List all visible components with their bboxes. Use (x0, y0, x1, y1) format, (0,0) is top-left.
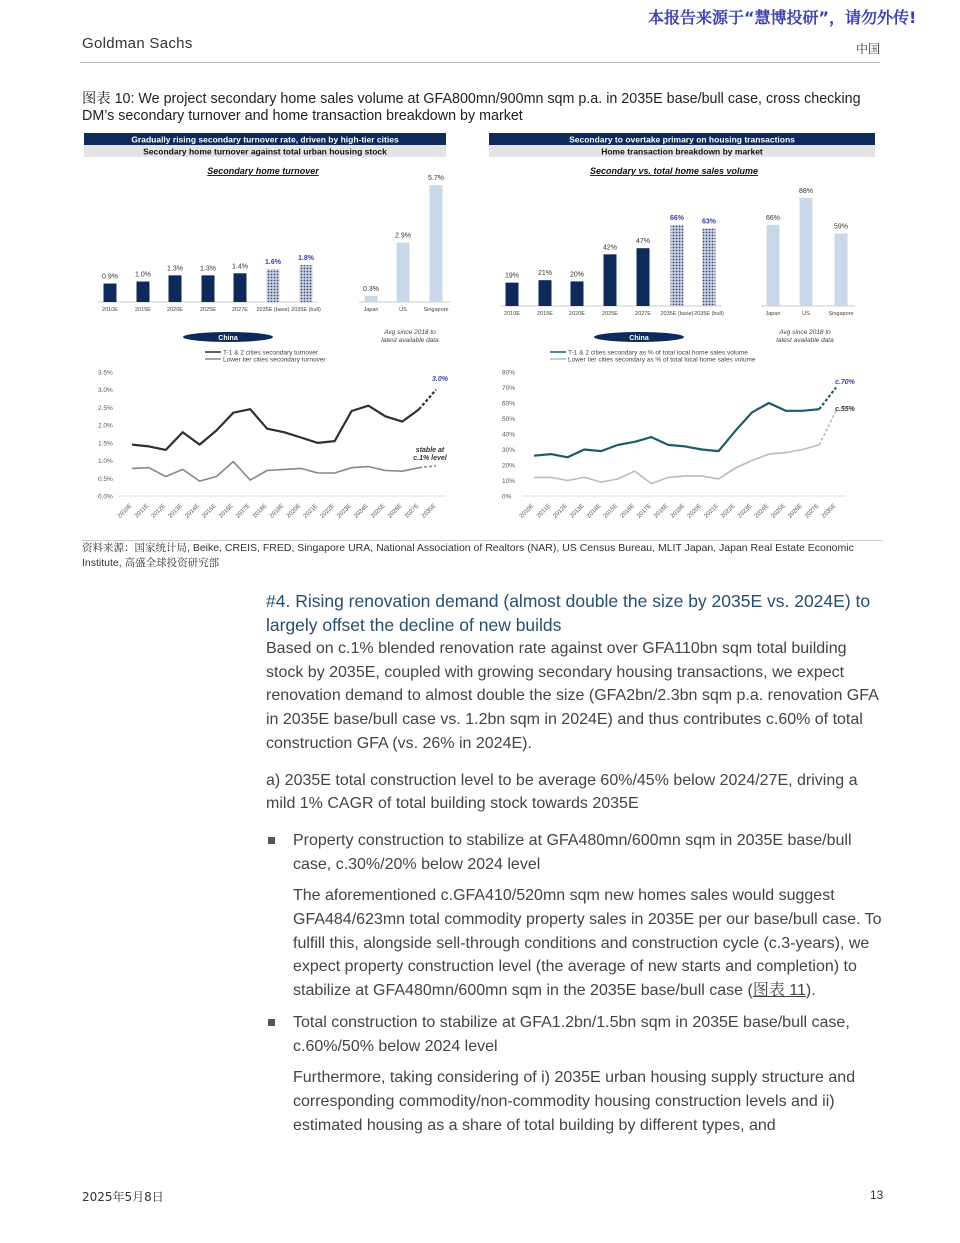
subbanner-text: Home transaction breakdown by market (601, 146, 763, 157)
avg-note: Avg since 2018 to (779, 329, 831, 336)
y-tick-label: 0% (502, 493, 512, 501)
x-tick-label: 2014E (586, 503, 603, 520)
x-tick-label: 2017E (636, 503, 653, 520)
y-tick-label: 30% (502, 447, 516, 454)
bar-japan (767, 225, 780, 306)
bar-2035e-bull- (703, 229, 716, 306)
x-tick-label: 2027E (804, 503, 821, 520)
banner-text: Gradually rising secondary turnover rate, driven by high-tier cities (131, 134, 399, 145)
category-label: 2010E (504, 311, 520, 317)
y-tick-label: 3.5% (98, 369, 113, 377)
bar-value-label: 42% (602, 244, 618, 252)
y-tick-label: 0.5% (98, 475, 113, 483)
legend-label: T-1 & 2 cities secondary as % of total local home sales volume (568, 349, 748, 357)
series-forecast-segment (819, 411, 836, 445)
x-tick-label: 2019E (669, 503, 687, 520)
x-tick-label: 2014E (184, 503, 201, 520)
category-label: 2035E (base) (256, 307, 290, 313)
series-line-lower-tier (132, 462, 419, 482)
avg-note: latest available data (381, 337, 439, 344)
y-tick-label: 2.5% (98, 404, 113, 412)
body-text (266, 590, 886, 1145)
x-tick-label: 2013E (569, 503, 586, 520)
chart-annotation: c.1% level (413, 455, 447, 462)
bar-value-label: 63% (701, 218, 717, 226)
detail-text: The aforementioned c.GFA410/520mn sqm new homes sales would suggest GFA484/623mn total commodity property sales in 2035E per our base/bull case. To fulfill this, alongside sell-through conditions and construction cycle (c.3-years), we expect property construction level (the average of new starts and completion) to stabilize at GFA480mn/600mn sqm in the 2035E base/bull case ( (293, 887, 882, 1000)
x-tick-label: 2035E (820, 503, 838, 520)
series-forecast-segment (419, 390, 436, 409)
x-tick-label: 2022E (720, 503, 737, 520)
category-label: 2025E (602, 311, 618, 317)
category-label: Singapore (828, 311, 854, 317)
y-tick-label: 20% (502, 462, 516, 470)
category-label: 2010E (102, 307, 118, 313)
banner-text: Secondary to overtake primary on housing transactions (569, 134, 795, 145)
y-tick-label: 1.5% (98, 440, 113, 448)
bar-2010e (104, 284, 117, 302)
figure-source: 资料来源：国家统计局, Beike, CREIS, FRED, Singapore URA, National Association of Realtors (NAR), US Census Bureau, MLIT Japan, Japan Real Estate Economic Institute, 高盛全球投资研究部 (82, 540, 882, 571)
category-label: 2035E (base) (660, 311, 694, 317)
x-tick-label: 2026E (387, 503, 404, 520)
x-tick-label: 2026E (787, 503, 804, 520)
series-line-tier-1-2 (132, 406, 419, 450)
bar-2027e (234, 273, 247, 302)
bar-2010e (506, 283, 519, 306)
x-tick-label: 2018E (252, 503, 269, 520)
y-tick-label: 10% (502, 478, 516, 485)
bar-2020e (571, 281, 584, 306)
series-line-lower-tier (534, 445, 819, 484)
bar-2025e (604, 254, 617, 306)
bar-2035e-base- (267, 269, 280, 302)
paragraph: Based on c.1% blended renovation rate against over GFA110bn sqm total building stock by 2035E, coupled with growing secondary housing transactions, we expect renovation demand to almost double the size (GFA2bn/2.3bn sqm p.a. renovation GFA in 2035E base/bull case vs. 1.2bn sqm in 2024E) and thus contributes c.60% of total construction GFA (vs. 26% in 2024E). (266, 640, 878, 752)
bar-value-label: 2.9% (395, 232, 411, 240)
bar-value-label: 1.6% (265, 259, 281, 267)
bar-value-label: 1.3% (200, 265, 216, 273)
y-tick-label: 80% (502, 369, 516, 377)
left-panel (84, 133, 450, 520)
paragraph: a) 2035E total construction level to be average 60%/45% below 2024/27E, driving a mild 1% CAGR of total building stock towards 2035E (266, 771, 858, 813)
bullet-detail (266, 884, 886, 1003)
bar-value-label: 5.7% (428, 175, 444, 183)
category-label: 2027E (635, 311, 651, 317)
x-tick-label: 2011E (134, 503, 151, 520)
legend-label: Lower tier cities secondary turnover (223, 356, 326, 364)
x-tick-label: 2016E (619, 503, 637, 520)
y-tick-label: 50% (502, 416, 516, 423)
x-tick-label: 2012E (552, 503, 569, 520)
category-label: 2015E (537, 311, 553, 317)
x-tick-label: 2020E (686, 503, 704, 520)
bar-singapore (430, 185, 443, 302)
bar-value-label: 21% (537, 270, 553, 278)
brand-name: Goldman Sachs (82, 35, 193, 52)
bullet-item (266, 829, 886, 876)
category-label: 2035E (bull) (291, 307, 321, 313)
bar-2035e-bull- (300, 265, 313, 302)
x-tick-label: 2021E (703, 503, 720, 520)
bar-us (800, 198, 813, 306)
x-tick-label: 2025E (370, 503, 387, 520)
y-tick-label: 70% (502, 385, 516, 392)
x-tick-label: 2015E (201, 503, 218, 520)
category-label: 2025E (200, 307, 216, 313)
figure-11-link[interactable]: 图表 11 (752, 982, 806, 1000)
bar-value-label: 1.3% (167, 265, 183, 273)
china-label: China (218, 335, 238, 342)
watermark-banner: 本报告来源于“慧博投研”，请勿外传! (648, 8, 917, 27)
x-tick-label: 2013E (167, 503, 185, 520)
chart-annotation: c.55% (835, 406, 855, 413)
detail-text: Furthermore, taking considering of i) 2035E urban housing supply structure and corresponding commodity/non-commodity housing construction levels and ii) estimated housing as a share of total building by different types, and (293, 1069, 856, 1134)
bar-2020e (169, 275, 182, 302)
category-label: Japan (765, 311, 781, 317)
bar-2025e (202, 275, 215, 302)
category-label: 2015E (135, 307, 151, 313)
bullet-item (266, 1011, 886, 1058)
bar-value-label: 66% (669, 214, 685, 222)
bar-value-label: 0.3% (363, 285, 379, 293)
category-label: 2020E (569, 311, 585, 317)
y-tick-label: 40% (502, 431, 516, 439)
x-tick-label: 2035E (420, 503, 438, 520)
section-heading: #4. Rising renovation demand (almost double the size by 2035E vs. 2024E) to largely offset the decline of new builds (266, 591, 871, 635)
x-tick-label: 2017E (235, 503, 252, 520)
bar-2035e-base- (671, 225, 684, 306)
x-tick-label: 2015E (602, 503, 620, 520)
x-tick-label: 2018E (653, 503, 670, 520)
series-line-tier-1-2 (534, 403, 819, 457)
figure-charts (0, 125, 960, 537)
category-label: 2035E (bull) (694, 311, 724, 317)
x-tick-label: 2019E (268, 503, 286, 520)
x-tick-label: 2021E (302, 503, 320, 520)
y-tick-label: 1.0% (98, 458, 113, 466)
category-label: Japan (363, 307, 379, 313)
bar-value-label: 1.4% (232, 263, 248, 271)
x-tick-label: 2023E (737, 503, 754, 520)
y-tick-label: 60% (502, 400, 516, 408)
x-tick-label: 2027E (404, 503, 421, 520)
bar-2015e (137, 282, 150, 303)
category-label: 2027E (232, 307, 248, 313)
bar-chart-title: Secondary home turnover (207, 166, 319, 176)
bar-value-label: 59% (833, 223, 849, 231)
subbanner-text: Secondary home turnover against total urban housing stock (143, 146, 387, 157)
region-label: 中国 (856, 42, 881, 56)
bar-singapore (835, 233, 848, 306)
detail-text-end: ). (805, 982, 816, 1000)
y-tick-label: 2.0% (98, 422, 113, 430)
x-tick-label: 2025E (770, 503, 788, 520)
bar-japan (365, 296, 378, 302)
chart-annotation: stable at (415, 447, 445, 454)
bar-2027e (637, 248, 650, 306)
chart-annotation: 3.0% (432, 376, 448, 383)
header-divider (80, 62, 880, 63)
chart-annotation: c.70% (835, 379, 855, 386)
figure-title: 图表 10: We project secondary home sales volume at GFA800mn/900mn sqm p.a. in 2035E base/bull case, cross checking DM’s secondary turnover and home transaction breakdown by market (82, 91, 861, 124)
bar-value-label: 19% (504, 272, 520, 280)
avg-note: latest available data (776, 337, 834, 344)
bar-chart-title: Secondary vs. total home sales volume (589, 166, 759, 176)
china-label: China (629, 335, 649, 342)
bullet-square-icon (268, 1019, 275, 1026)
x-tick-label: 2010E (518, 503, 536, 520)
x-tick-label: 2024E (753, 503, 771, 520)
footer-date: 2025年5月8日 (82, 1190, 164, 1204)
x-tick-label: 2022E (319, 503, 337, 520)
category-label: Singapore (423, 307, 449, 313)
y-tick-label: 3.0% (98, 387, 113, 395)
bullet-square-icon (268, 837, 275, 844)
bar-value-label: 0.9% (102, 273, 118, 281)
category-label: 2020E (167, 307, 183, 313)
avg-note: Avg since 2018 to (384, 329, 436, 336)
bar-value-label: 1.8% (298, 255, 314, 263)
page-number: 13 (870, 1188, 884, 1202)
series-forecast-segment (819, 388, 836, 410)
category-label: US (802, 311, 810, 317)
right-panel (489, 133, 875, 520)
series-forecast-segment (419, 466, 436, 468)
y-tick-label: 0.0% (98, 493, 113, 501)
bar-value-label: 66% (765, 214, 781, 222)
bar-value-label: 1.0% (135, 271, 151, 279)
x-tick-label: 2020E (285, 503, 303, 520)
x-tick-label: 2010E (116, 503, 134, 520)
bar-value-label: 20% (569, 271, 585, 279)
bullet-text: Property construction to stabilize at GFA480mn/600mn sqm in 2035E base/bull case, c.30%/20% below 2024 level (293, 831, 852, 873)
legend-label: T-1 & 2 cities secondary turnover (223, 349, 319, 357)
x-tick-label: 2011E (535, 503, 553, 520)
x-tick-label: 2016E (218, 503, 235, 520)
bar-value-label: 47% (635, 238, 651, 246)
bullet-text: Total construction to stabilize at GFA1.2bn/1.5bn sqm in 2035E base/bull case, c.60%/50% below 2024 level (293, 1013, 850, 1055)
category-label: US (399, 307, 407, 313)
bar-value-label: 88% (798, 187, 814, 195)
bullet-detail (266, 1066, 886, 1137)
x-tick-label: 2023E (336, 503, 353, 520)
x-tick-label: 2024E (353, 503, 370, 520)
bar-us (397, 243, 410, 302)
bar-2015e (539, 280, 552, 306)
legend-label: Lower tier cities secondary as % of total local home sales volume (568, 356, 756, 364)
x-tick-label: 2012E (150, 503, 168, 520)
